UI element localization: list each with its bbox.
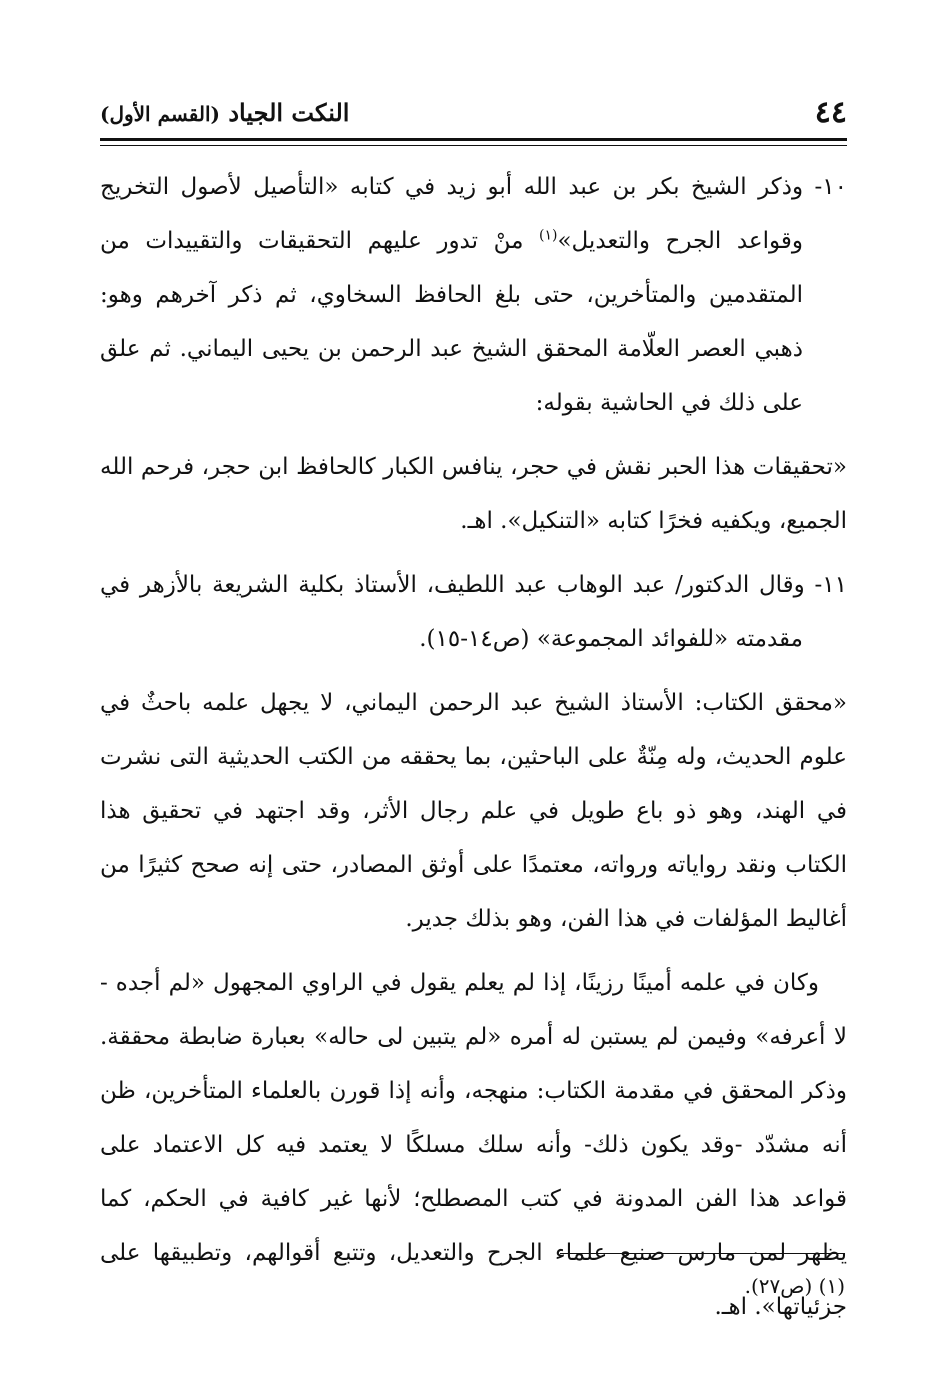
footnote (100, 1268, 845, 1304)
footnote-reference: (١) (538, 227, 558, 244)
page-body (100, 160, 847, 1344)
paragraph-text: «محقق الكتاب: الأستاذ الشيخ عبد الرحمن اليماني، لا يجهل علمه باحثٌ في علوم الحديث، وله مِنّةٌ على الباحثين، بما يحققه من الكتب الحديثية التى نشرت في الهند، وهو ذو باع طويل في علم رجال الأثر، وقد اجتهد في تحقيق هذا الكتاب ونقد رواياته ورواته، معتمدًا على أوثق المصادر، حتى إنه صحح كثيرًا من أغاليط المؤلفات في هذا الفن، وهو بذلك جدير. (100, 690, 847, 932)
paragraph-text: منْ تدور عليهم التحقيقات والتقييدات من المتقدمين والمتأخرين، حتى بلغ الحافظ السخاوي، ثم ذكر آخرهم وهو: ذهبي العصر العلّامة المحقق الشيخ عبد الرحمن بن يحيى اليماني. ثم علق على ذلك في الحاشية بقوله: (100, 228, 803, 416)
paragraph-11 (100, 558, 847, 666)
paragraph-text: وقال الدكتور/ عبد الوهاب عبد اللطيف، الأستاذ بكلية الشريعة بالأزهر في مقدمته «للفوائد المجموعة» (ص١٤-١٥). (100, 572, 805, 652)
running-title (100, 98, 349, 127)
footnote-separator (560, 1253, 845, 1254)
paragraph-text: وكان في علمه أمينًا رزينًا، إذا لم يعلم يقول في الراوي المجهول «لم أجده - لا أعرفه» وفيمن لم يستبن له أمره «لم يتبين لى حاله» بعبارة ضابطة محققة. وذكر المحقق في مقدمة الكتاب: منهجه، وأنه إذا قورن بالعلماء المتأخرين، ظن أنه مشدّد -وقد يكون ذلك- وأنه سلك مسلكًا لا يعتمد فيه كل الاعتماد على قواعد هذا الفن المدونة في كتب المصطلح؛ لأنها غير كافية في الحكم، كما يظهر لمن مارس صنيع علماء الجرح والتعديل، وتتبع أقوالهم، وتطبيقها على جزئياتها». اهـ. (100, 970, 847, 1320)
paragraph-number: ١٠- (814, 174, 848, 200)
book-title: النكت الجياد (228, 97, 350, 127)
paragraph-10 (100, 160, 847, 430)
paragraph-number: ١١- (814, 572, 848, 598)
book-part: (القسم الأول) (100, 101, 220, 126)
quote-paragraph (100, 440, 847, 548)
header-rule-thick (100, 138, 847, 141)
page-header (100, 92, 847, 132)
paragraph-text: «تحقيقات هذا الحبر نقش في حجر، ينافس الكبار كالحافظ ابن حجر، فرحم الله الجميع، ويكفيه فخرًا كتابه «التنكيل». اهـ. (100, 454, 847, 534)
page-number: ٤٤ (814, 94, 847, 130)
header-rule-thin (100, 145, 847, 146)
paragraph-text: وذكر الشيخ بكر بن عبد الله أبو زيد في كتابه «التأصيل لأصول التخريج وقواعد الجرح والتعديل» (100, 174, 804, 254)
quote-paragraph (100, 676, 847, 946)
footnote-text: (١) (ص٢٧). (744, 1274, 845, 1298)
